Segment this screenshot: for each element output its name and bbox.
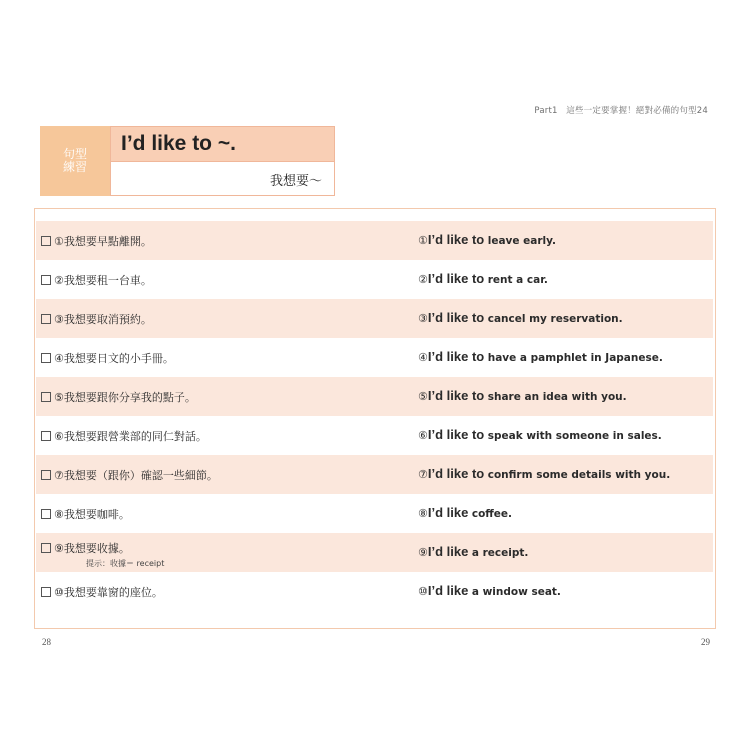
answer-number: ⑥: [418, 429, 428, 442]
exercise-list: [34, 208, 716, 629]
answer-number: ③: [418, 312, 428, 325]
hint-text: 提示：收據＝ receipt: [86, 559, 165, 568]
answer-rest: rent a car.: [487, 274, 548, 286]
answer-pattern: I’d like to: [427, 388, 485, 403]
page-number-left: 28: [42, 637, 51, 647]
answer-number: ⑦: [418, 468, 428, 481]
page-number-right: 29: [701, 637, 710, 647]
answer-pattern: I’d like to: [427, 271, 485, 286]
item-number: ③: [54, 313, 64, 326]
exercise-row: [36, 416, 713, 455]
checkbox[interactable]: [41, 587, 51, 597]
checkbox[interactable]: [41, 275, 51, 285]
checkbox[interactable]: [41, 314, 51, 324]
section-label: 句型練習: [62, 147, 87, 174]
item-number: ④: [54, 352, 64, 365]
answer-number: ⑩: [418, 585, 428, 598]
answer-rest: a receipt.: [471, 547, 529, 559]
checkbox[interactable]: [41, 543, 51, 553]
item-number: ⑧: [54, 508, 64, 521]
exercise-row: [36, 299, 713, 338]
answer-rest: confirm some details with you.: [487, 469, 671, 481]
answer-rest: speak with someone in sales.: [487, 430, 662, 442]
exercise-row: [36, 455, 713, 494]
chinese-sentence: 我想要跟營業部的同仁對話。: [63, 430, 207, 443]
answer-pattern: I’d like to: [427, 310, 485, 325]
exercise-row: [36, 338, 713, 377]
checkbox[interactable]: [41, 236, 51, 246]
answer-pattern: I’d like: [427, 544, 469, 559]
answer-rest: leave early.: [487, 235, 556, 247]
chinese-sentence: 我想要跟你分享我的點子。: [63, 391, 196, 404]
item-number: ⑥: [54, 430, 64, 443]
answer-rest: cancel my reservation.: [487, 313, 623, 325]
answer-pattern: I’d like to: [427, 466, 485, 481]
item-number: ⑤: [54, 391, 64, 404]
section-label-box: [40, 126, 110, 196]
chinese-sentence: 我想要日文的小手冊。: [63, 352, 174, 365]
pattern-meaning-box: [110, 162, 335, 196]
answer-pattern: I’d like to: [427, 427, 485, 442]
answer-pattern: I’d like: [427, 583, 469, 598]
item-number: ②: [54, 274, 64, 287]
answer-pattern: I’d like: [427, 505, 469, 520]
checkbox[interactable]: [41, 392, 51, 402]
exercise-row: [36, 533, 713, 572]
pattern-heading: I’d like to ~.: [121, 132, 236, 155]
answer-pattern: I’d like to: [427, 232, 485, 247]
checkbox[interactable]: [41, 431, 51, 441]
answer-pattern: I’d like to: [427, 349, 485, 364]
answer-rest: a window seat.: [471, 586, 561, 598]
chinese-sentence: 我想要早點離開。: [63, 235, 152, 248]
pattern-meaning: 我想要～: [269, 174, 322, 189]
item-number: ⑨: [54, 542, 64, 555]
chinese-sentence: 我想要（跟你）確認一些細節。: [63, 469, 218, 482]
chinese-sentence: 我想要靠窗的座位。: [63, 586, 163, 599]
exercise-row: [36, 494, 713, 533]
checkbox[interactable]: [41, 470, 51, 480]
exercise-row: [36, 572, 713, 611]
item-number: ⑩: [54, 586, 64, 599]
chinese-sentence: 我想要收據。: [63, 542, 130, 555]
exercise-row: [36, 221, 713, 260]
answer-number: ⑧: [418, 507, 428, 520]
chinese-sentence: 我想要租一台車。: [63, 274, 152, 287]
exercise-row: [36, 377, 713, 416]
checkbox[interactable]: [41, 509, 51, 519]
chinese-sentence: 我想要咖啡。: [63, 508, 130, 521]
checkbox[interactable]: [41, 353, 51, 363]
answer-number: ⑨: [418, 546, 428, 559]
running-header: Part1 這些一定要掌握！絕對必備的句型24: [534, 106, 708, 116]
answer-number: ①: [418, 234, 428, 247]
item-number: ⑦: [54, 469, 64, 482]
answer-number: ②: [418, 273, 428, 286]
pattern-title-block: [40, 126, 335, 196]
answer-number: ⑤: [418, 390, 428, 403]
answer-rest: coffee.: [471, 508, 513, 520]
answer-rest: share an idea with you.: [487, 391, 627, 403]
item-number: ①: [54, 235, 64, 248]
answer-number: ④: [418, 351, 428, 364]
chinese-sentence: 我想要取消預約。: [63, 313, 152, 326]
exercise-row: [36, 260, 713, 299]
answer-rest: have a pamphlet in Japanese.: [487, 352, 663, 364]
pattern-heading-box: [110, 126, 335, 162]
